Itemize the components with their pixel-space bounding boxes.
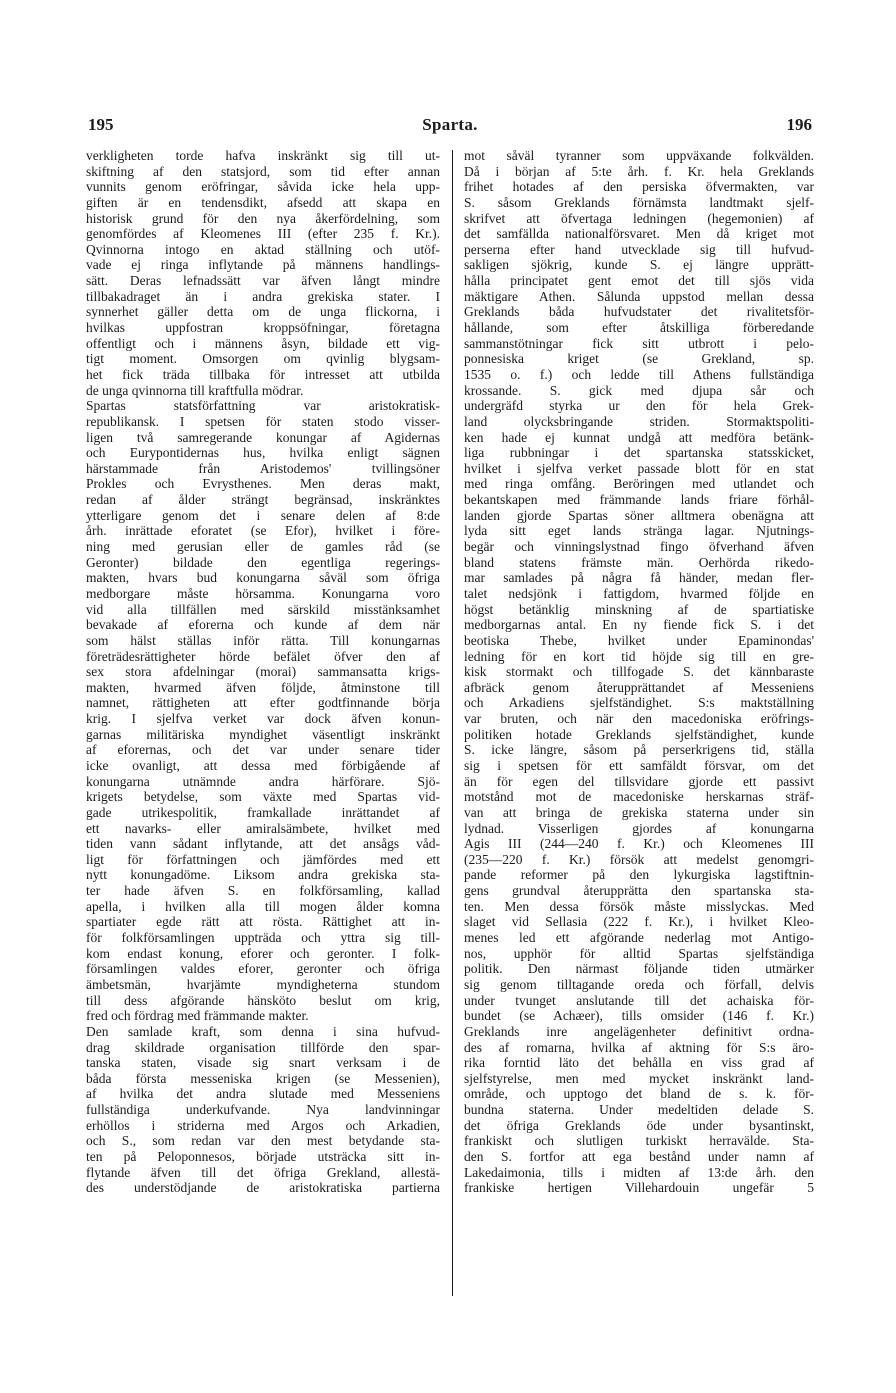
text-line: och Arkadiens sjelfständighet. S:s maktställning	[464, 695, 814, 711]
text-line: medborgare måste hörsamma. Konungarna voro	[86, 585, 440, 601]
text-line: begär och vinningslystnad fingo öfverhand äfven	[464, 539, 814, 555]
text-line: S. såsom Greklands förnämsta landtmakt sjelf-	[464, 194, 814, 210]
text-line: ett navarks- eller amiralsämbete, hvilket med	[86, 820, 440, 836]
text-line: land olycksbringande striden. Stormaktspoliti-	[464, 413, 814, 429]
text-line: gens grundval återupprätta den spartanska sta-	[464, 883, 814, 899]
text-line: drag skildrade organisation tillförde den spar-	[86, 1039, 440, 1055]
text-line: fred och fördrag med främmande makter.	[86, 1008, 309, 1024]
text-line: var bruten, och när den macedoniska eröfrings-	[464, 711, 814, 727]
text-line: ämbetsmän, hvarjämte myndigheterna stundom	[86, 976, 440, 992]
text-line: kisk stormakt och tillfogade S. det kännbaraste	[464, 664, 814, 680]
text-line: spartiater egde rätt att rösta. Rättighet att in-	[86, 914, 440, 930]
text-column-right	[464, 148, 814, 1196]
text-line: synnerhet gäller detta om de unga flickorna, i	[86, 304, 440, 320]
text-line: och S., som redan var den mest betydande sta-	[86, 1133, 440, 1149]
text-line: des understödjande de aristokratiska partierna	[86, 1180, 440, 1196]
text-line: namnet, rättigheten att efter godtfinnande börja	[86, 695, 440, 711]
text-line: ter hade äfven S. en folkförsamling, kallad	[86, 883, 440, 899]
page-header	[88, 115, 812, 139]
text-line: lydnad. Visserligen gjordes af konungarna	[464, 820, 814, 836]
text-line: och Eurypontidernas hus, hvilka enligt sägnen	[86, 445, 440, 461]
text-line: Greklands inre angelägenheter definitivt ordna-	[464, 1023, 814, 1039]
text-line: ten på Peloponnesos, började utsträcka sitt in-	[86, 1149, 440, 1164]
text-line: kom endast konung, eforer och geronter. I folk-	[86, 945, 440, 961]
running-title: Sparta.	[422, 115, 478, 134]
text-line: till dess afgörande hänsköto beslut om krig,	[86, 992, 440, 1008]
text-line: vid alla tillfällen med särskild misstänksamhet	[86, 601, 440, 617]
text-line: sätt. Deras lefnadssätt var äfven långt mindre	[86, 273, 440, 289]
text-line: pande reformer på den lykurgiska lagstiftnin-	[464, 867, 814, 883]
text-line: hålla principatet gent emot det till sjös vida	[464, 273, 814, 289]
text-line: frihet hotades af den persiska öfvermakten, var	[464, 179, 814, 195]
text-line: ken hade ej kunnat undgå att medföra betänk-	[464, 429, 814, 445]
text-line: församlingen valdes eforer, geronter och öfriga	[86, 961, 440, 977]
text-line: hållande, som efter åtskilliga förberedande	[464, 320, 814, 336]
text-line: gade utrikespolitik, framkallade inrättandet af	[86, 804, 440, 820]
text-line: medborgarnas antal. En ny fiende fick S. i det	[464, 617, 814, 633]
text-line: skrifvet att öfvertaga ledningen (hegemonien) af	[464, 210, 814, 226]
text-line: tiden vann sådant inflytande, att det ansågs våd-	[86, 836, 440, 852]
page-number-right: 196	[786, 115, 812, 134]
text-line: frankiskt och slutligen turkiskt herravälde. Sta-	[464, 1133, 814, 1149]
text-line: mar samlades på några få händer, medan fler-	[464, 570, 814, 586]
text-line: krigets betydelse, som växte med Spartas vid-	[86, 789, 440, 805]
text-line: slaget vid Sellasia (222 f. Kr.), i hvilket Kleo-	[464, 914, 814, 930]
text-line: Agis III (244—240 f. Kr.) och Kleomenes III	[464, 836, 814, 852]
column-divider	[452, 150, 453, 1296]
text-line: historisk grund för den nya åkerfördelning, som	[86, 210, 440, 226]
text-line: under tvunget anslutande till det achaiska för-	[464, 992, 814, 1008]
text-line: flytande äfven till det öfriga Grekland, allestä-	[86, 1164, 440, 1180]
text-line: offentligt och i männens åsyn, bildade ett vig-	[86, 335, 440, 351]
text-line: konungarna utnämnde andra härförare. Sjö-	[86, 773, 440, 789]
text-line: Geronter) bildade den egentliga regerings-	[86, 554, 440, 570]
text-line: ytterligare genom det i senare delen af 8:de	[86, 507, 440, 523]
text-column-left	[86, 148, 440, 1196]
text-line: giften är en tendensdikt, afsedd att skapa en	[86, 194, 440, 210]
text-line: republikansk. I spetsen för staten stodo visser-	[86, 413, 440, 429]
text-line: rika forntid läto det behålla en viss grad af	[464, 1055, 814, 1071]
text-line: af eforernas, och det var under senare tider	[86, 742, 440, 758]
text-line: den S. fortfor att ega bestånd under namn af	[464, 1149, 814, 1164]
text-line: hvilket i sjelfva verket passade blott för en stat	[464, 460, 814, 476]
text-line: med ringa omfång. Beröringen med utlandet och	[464, 476, 814, 492]
text-line: bundna staterna. Under medeltiden delade S.	[464, 1102, 814, 1118]
text-line: område, och upptogo det bland de s. k. för-	[464, 1086, 814, 1102]
text-line: politiken hotade Greklands sjelfständighet, kunde	[464, 726, 814, 742]
text-line: krossande. S. gick med djupa sår och	[464, 382, 814, 398]
text-line: vade ej ringa inflytande på männens handlings-	[86, 257, 440, 273]
text-line: Qvinnorna intogo en aktad ställning och utöf-	[86, 241, 440, 257]
text-line: apella, i hvilken alla till mogen ålder komna	[86, 898, 440, 914]
text-line: skiftning af den statsjord, som tid efter annan	[86, 163, 440, 179]
text-line: båda första messeniska krigen (se Messenien),	[86, 1070, 440, 1086]
text-line: makten, hvarmed äfven följde, åtminstone till	[86, 679, 440, 695]
text-line: liga rubbningar i det spartanska statsskicket,	[464, 445, 814, 461]
text-line: ligen två samregerande konungar af Agidernas	[86, 429, 440, 445]
text-line: lyda sitt eget lands stränga lagar. Njutnings-	[464, 523, 814, 539]
text-line: vunnits genom eröfringar, såvida icke hela upp-	[86, 179, 440, 195]
text-line: het fick träda tillbaka för intresset att utbilda	[86, 366, 440, 382]
text-line: menes led ett afgörande nederlag mot Antigo-	[464, 930, 814, 946]
text-line: Spartas statsförfattning var aristokratisk-	[86, 398, 440, 414]
text-line: tigt moment. Omsorgen om qvinlig blygsam-	[86, 351, 440, 367]
text-line: som hälst ställas inför rätta. Till konungarnas	[86, 632, 440, 648]
text-line: van att bringa de grekiska staterna under sin	[464, 804, 814, 820]
text-line: makten, hvars bud konungarna såväl som öfriga	[86, 570, 440, 586]
text-line: icke ovanligt, att dessa med förbigående af	[86, 757, 440, 773]
text-line: det samfällda nationalförsvaret. Men då kriget mot	[464, 226, 814, 242]
text-line: erhöllos i striderna med Argos och Arkadien,	[86, 1117, 440, 1133]
text-line: Greklands båda hufvudstater det rivalitetsför-	[464, 304, 814, 320]
text-line: mot såväl tyranner som uppväxande folkvälden.	[464, 148, 814, 163]
text-line: bekantskapen med främmande lands friare förhål-	[464, 492, 814, 508]
text-line: sig genom tilltagande oreda och förfall, delvis	[464, 976, 814, 992]
text-line: beotiska Thebe, hvilket under Epaminondas'	[464, 632, 814, 648]
text-line: S. icke längre, såsom på perserkrigens tid, ställa	[464, 742, 814, 758]
text-line: bevakade af eforerna och kunde af dem när	[86, 617, 440, 633]
text-line: tillbakadraget än i andra grekiska stater. I	[86, 288, 440, 304]
text-line: perserna efter hand utvecklade sig till hufvud-	[464, 241, 814, 257]
text-line: afbräck genom återupprättandet af Messeniens	[464, 679, 814, 695]
text-line: (235—220 f. Kr.) försök att medelst genomgri-	[464, 851, 814, 867]
text-line: härstammade från Aristodemos' tvillingsöner	[86, 460, 440, 476]
text-line: 1535 o. f.) och ledde till Athens fullständiga	[464, 366, 814, 382]
text-line: sex stora afdelningar (morai) sammansatta krigs-	[86, 664, 440, 680]
text-line: årh. inrättade eforatet (se Efor), hvilket i före-	[86, 523, 440, 539]
text-line: krig. I sjelfva verket var dock äfven konun-	[86, 711, 440, 727]
text-line: mäktigare Athen. Sålunda uppstod mellan dessa	[464, 288, 814, 304]
text-line: Prokles och Evrysthenes. Men deras makt,	[86, 476, 440, 492]
text-line: Lakedaimonia, tills i midten af 13:de årh. den	[464, 1164, 814, 1180]
text-line: nytt konungadöme. Liksom andra grekiska sta-	[86, 867, 440, 883]
text-line: de unga qvinnorna till kraftfulla mödrar.	[86, 382, 304, 398]
text-line: Då i början af 5:te årh. f. Kr. hela Greklands	[464, 163, 814, 179]
text-line: garnas militäriska myndighet väsentligt inskränkt	[86, 726, 440, 742]
text-line: ligt för författningen och jämfördes med ett	[86, 851, 440, 867]
text-line: frankiske hertigen Villehardouin ungefär 5	[464, 1180, 814, 1196]
text-line: företrädesrättigheter hörde befälet öfver den af	[86, 648, 440, 664]
text-line: Den samlade kraft, som denna i sina hufvud-	[86, 1023, 440, 1039]
text-line: för folkförsamlingen uppträda och yttra sig till-	[86, 930, 440, 946]
text-line: redan af ålder strängt begränsad, inskränktes	[86, 492, 440, 508]
text-line: ten. Men dessa försök måste misslyckas. Med	[464, 898, 814, 914]
text-line: sig i spetsen för ett samfäldt försvar, om det	[464, 757, 814, 773]
text-line: undergräfd styrka ur den för hela Grek-	[464, 398, 814, 414]
text-line: hvilkas uppfostran kroppsöfningar, företagna	[86, 320, 440, 336]
text-line: ledning för en kort tid höjde sig till en gre-	[464, 648, 814, 664]
text-line: sjelfstyrelse, men med mycket inskränkt land-	[464, 1070, 814, 1086]
text-line: politik. Den närmast följande tiden utmärker	[464, 961, 814, 977]
text-line: sammanstötningar fick sitt utbrott i pelo-	[464, 335, 814, 351]
text-line: talet nedsjönk i fattigdom, hvarmed följde en	[464, 585, 814, 601]
text-line: bundet (se Achæer), tills omsider (146 f. Kr.)	[464, 1008, 814, 1024]
text-line: motstånd mot de macedoniske herskarnas sträf-	[464, 789, 814, 805]
text-line: bland statens främste män. Oerhörda rikedo-	[464, 554, 814, 570]
text-line: det öfriga Greklands öde under bysantinskt,	[464, 1117, 814, 1133]
text-line: tanska staten, visade sig snart verksam i de	[86, 1055, 440, 1071]
text-line: verkligheten torde hafva inskränkt sig till ut-	[86, 148, 440, 163]
text-line: genomfördes af Kleomenes III (efter 235 f. Kr.).	[86, 226, 440, 242]
text-line: fullständiga underkufvande. Nya landvinningar	[86, 1102, 440, 1118]
text-line: des af romarna, hvilka af aktning för S:s äro-	[464, 1039, 814, 1055]
text-line: ning med gerusian eller de gamles råd (se	[86, 539, 440, 555]
text-line: högst betänklig minskning af de spartiatiske	[464, 601, 814, 617]
text-line: landen gjorde Spartas söner alltmera obenägna att	[464, 507, 814, 523]
text-line: än för egen del tillsvidare gjorde ett passivt	[464, 773, 814, 789]
text-line: af hvilka det andra slutade med Messeniens	[86, 1086, 440, 1102]
page-number-left: 195	[88, 115, 114, 134]
text-line: ponnesiska kriget (se Grekland, sp.	[464, 351, 814, 367]
text-line: nos, upphör för alltid Spartas sjelfständiga	[464, 945, 814, 961]
text-line: sakligen sjökrig, kunde S. ej längre upprätt-	[464, 257, 814, 273]
